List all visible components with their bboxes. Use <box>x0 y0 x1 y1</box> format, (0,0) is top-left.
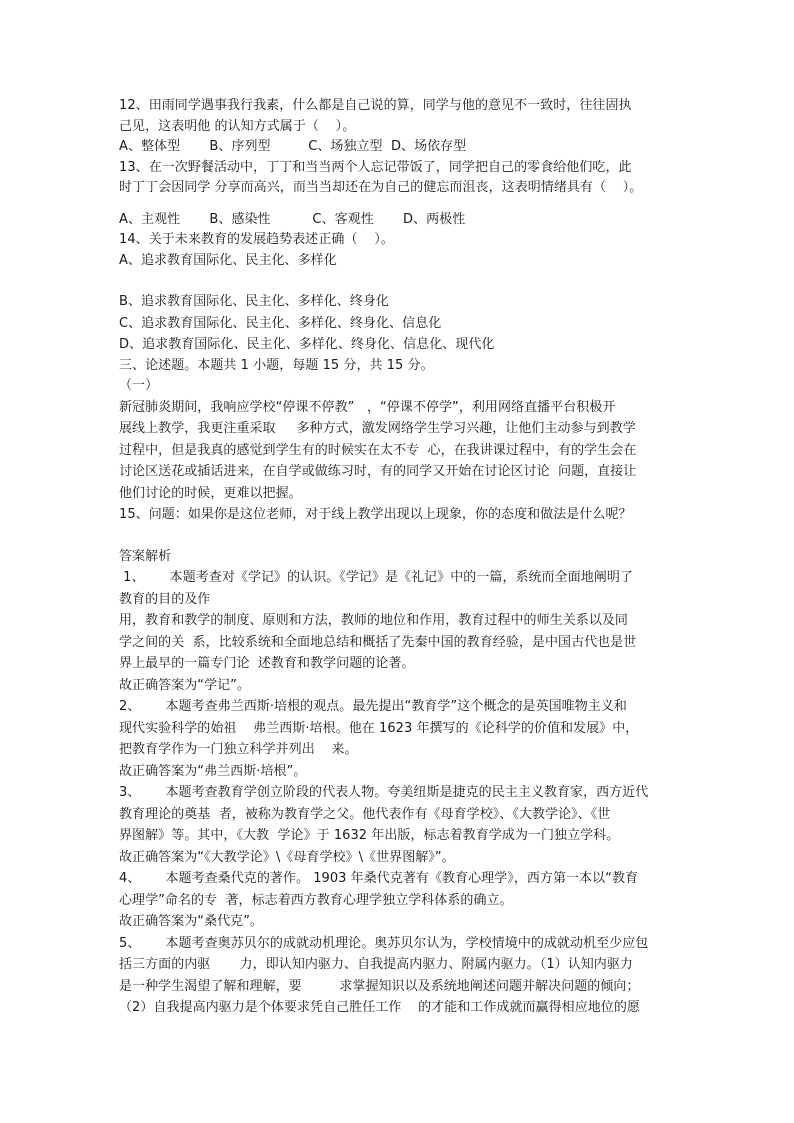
answer-1-line-4: 学之间的关 系，比较系统和全面地总结和概括了先秦中国的教育经验，是中国古代也是世 <box>119 634 637 650</box>
essay-subheading: （一） <box>119 378 159 393</box>
essay-paragraph-line-1: 新冠肺炎期间，我响应学校“停课不停教” ，“停课不停学”，利用网络直播平台积极开 <box>119 399 616 415</box>
q13-line-1: 13、在一次野餐活动中，丁丁和当当两个人忘记带饭了，同学把自己的零食给他们吃，此 <box>119 159 632 175</box>
essay-paragraph-line-2: 展线上教学，我更注重采取 多种方式，激发网络学生学习兴趣，让他们主动参与到教学 <box>119 421 636 436</box>
essay-question: 15、问题：如果你是这位老师，对于线上教学出现以上现象，你的态度和做法是什么呢？ <box>119 507 632 522</box>
q12-options: A、整体型 B、序列型 C、场独立型 D、场依存型 <box>119 139 467 154</box>
q14-option-d: D、追求教育国际化、民主化、多样化、终身化、信息化、现代化 <box>119 337 495 352</box>
essay-paragraph-line-3: 过程中，但是我真的感觉到学生有的时候实在太不专 心，在我讲课过程中，有的学生会在 <box>119 442 637 458</box>
answer-2-line-1: 2、 本题考查弗兰西斯·培根的观点。最先提出“教育学”这个概念的是英国唯物主义和 <box>119 699 627 714</box>
essay-heading: 三、论述题。本题共 1 小题，每题 15 分，共 15 分。 <box>119 357 434 373</box>
answer-1-line-5: 界上最早的一篇专门论 述教育和教学问题的论著。 <box>119 656 415 671</box>
spacer <box>119 271 679 291</box>
answer-5-line-1: 5、 本题考查奥苏贝尔的成就动机理论。奥苏贝尔认为，学校情境中的成就动机至少应包 <box>119 935 649 951</box>
essay-paragraph-line-5: 他们讨论的时候，更难以把握。 <box>119 485 302 501</box>
answers-title: 答案解析 <box>119 548 172 564</box>
answer-5-line-2: 括三方面的内驱 力，即认知内驱力、自我提高内驱力、附属内驱力。（1）认知内驱力 <box>119 957 633 972</box>
answer-3-line-1: 3、 本题考查教育学创立阶段的代表人物。夸美纽斯是捷克的民主主义教育家，西方近代 <box>119 785 649 800</box>
q14-line-1: 14、关于未来教育的发展趋势表述正确（ ）。 <box>119 232 394 247</box>
answer-3-result: 故正确答案为“《大教学论》\《母育学校》\《世界图解》”。 <box>119 849 455 865</box>
q14-option-a: A、追求教育国际化、民主化、多样化 <box>119 252 337 268</box>
answer-3-line-3: 界图解》等。其中，《大教 学论》于 1632 年出版，标志着教育学成为一门独立学科。 <box>119 828 620 843</box>
essay-paragraph-line-4: 讨论区送花或插话进来，在自学或做练习时，有的同学又开始在讨论区讨论 问题，直接让 <box>119 464 637 479</box>
answer-2-line-2: 现代实验科学的始祖 弗兰西斯·培根。他在 1623 年撰写的《论科学的价值和发展》中， <box>119 720 639 736</box>
q13-options: A、主观性 B、感染性 C、客观性 D、两极性 <box>119 211 466 227</box>
spacer <box>119 199 679 209</box>
q14-option-b: B、追求教育国际化、民主化、多样化、终身化 <box>119 294 389 309</box>
answer-5-line-4: （2）自我提高内驱力是个体要求凭自己胜任工作 的才能和工作成就而赢得相应地位的愿 <box>119 1000 640 1015</box>
answer-4-line-1: 4、 本题考查桑代克的著作。 1903 年桑代克著有《教育心理学》，西方第一本以“教育 <box>119 871 639 886</box>
answer-1-line-3: 用，教育和教学的制度、原则和方法，教师的地位和作用，教育过程中的师生关系以及同 <box>119 613 628 628</box>
document-page <box>119 96 679 1019</box>
q12-line-2: 己见，这表明他 的认知方式属于（ ）。 <box>119 118 356 134</box>
q13-line-2: 时丁丁会因同学 分享而高兴，而当当却还在为自己的健忘而沮丧，这表明情绪具有（ ）。 <box>119 180 643 195</box>
q14-option-c: C、追求教育国际化、民主化、多样化、终身化、信息化 <box>119 315 442 331</box>
answer-2-line-3: 把教育学作为一门独立科学并列出 来。 <box>119 742 358 757</box>
answer-5-line-3: 是一种学生渴望了解和理解，要 求掌握知识以及系统地阐述问题并解决问题的倾向； <box>119 978 640 994</box>
answer-1-result: 故正确答案为“学记”。 <box>119 677 251 693</box>
q12-line-1: 12、田雨同学遇事我行我素，什么都是自己说的算，同学与他的意见不一致时，往往固执 <box>119 98 632 113</box>
spacer <box>119 526 679 546</box>
answer-4-line-2: 心理学”命名的专 著，标志着西方教育心理学独立学科体系的确立。 <box>119 892 513 908</box>
answer-4-result: 故正确答案为“桑代克”。 <box>119 914 264 929</box>
answer-3-line-2: 教育理论的奠基 者，被称为教育学之父。他代表作有《母育学校》、《大教学论》、《世 <box>119 806 611 822</box>
answer-1-line-2: 教育的目的及作 <box>119 591 211 607</box>
answer-2-result: 故正确答案为“弗兰西斯·培根”。 <box>119 763 307 779</box>
answer-1-line-1: 1、 本题考查对《学记》的认识。《学记》是《礼记》中的一篇，系统而全面地阐明了 <box>119 570 633 585</box>
